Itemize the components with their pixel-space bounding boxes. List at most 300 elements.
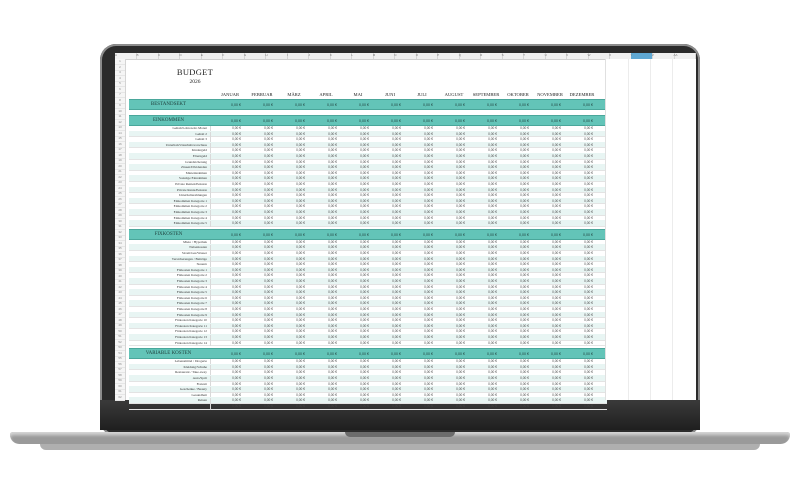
value-cell[interactable]: 0,00 €	[551, 352, 561, 357]
value-cell[interactable]: 0,00 €	[552, 170, 561, 175]
value-cell[interactable]: 0,00 €	[488, 290, 497, 295]
row-label[interactable]: Kleidung/Schuhe	[129, 365, 211, 371]
value-cell[interactable]: 0,00 €	[583, 103, 593, 107]
value-cell[interactable]: 0,00 €	[360, 392, 369, 397]
value-cell[interactable]: 0,00 €	[424, 376, 433, 380]
value-cell[interactable]: 0,00 €	[520, 137, 529, 142]
value-cell[interactable]: 0,00 €	[392, 193, 401, 198]
value-cell[interactable]: 0,00 €	[264, 210, 273, 214]
value-cell[interactable]: 0,00 €	[264, 131, 273, 136]
value-cell[interactable]: 0,00 €	[520, 154, 529, 158]
value-cell[interactable]: 0,00 €	[424, 148, 433, 153]
value-cell[interactable]: 0,00 €	[264, 142, 273, 147]
value-cell[interactable]: 0,00 €	[328, 170, 337, 175]
value-cell[interactable]: 0,00 €	[584, 187, 593, 192]
column-header[interactable]: Y	[631, 53, 653, 59]
value-cell[interactable]: 0,00 €	[424, 284, 433, 289]
value-cell[interactable]: 0,00 €	[328, 159, 337, 164]
value-cell[interactable]: 0,00 €	[296, 159, 305, 164]
value-cell[interactable]: 0,00 €	[264, 126, 273, 130]
value-cell[interactable]: 0,00 €	[328, 295, 337, 300]
value-cell[interactable]: 0,00 €	[487, 352, 497, 357]
value-cell[interactable]: 0,00 €	[424, 273, 433, 278]
value-cell[interactable]: 0,00 €	[423, 232, 433, 237]
value-cell[interactable]: 0,00 €	[584, 392, 593, 397]
value-cell[interactable]: 0,00 €	[584, 193, 593, 198]
value-cell[interactable]: 0,00 €	[520, 279, 529, 283]
row-number[interactable]: 33	[115, 235, 125, 241]
value-cell[interactable]: 0,00 €	[520, 335, 529, 339]
value-cell[interactable]: 0,00 €	[392, 210, 401, 214]
row-number[interactable]: 7	[115, 92, 125, 98]
value-cell[interactable]: 0,00 €	[232, 159, 241, 164]
value-cell[interactable]: 0,00 €	[520, 176, 529, 181]
value-cell[interactable]: 0,00 €	[424, 262, 433, 267]
row-label[interactable]: Reisen	[129, 398, 211, 404]
value-cell[interactable]: 0,00 €	[456, 126, 465, 130]
value-cell[interactable]: 0,00 €	[584, 323, 593, 328]
value-cell[interactable]: 0,00 €	[328, 312, 337, 317]
value-cell[interactable]: 0,00 €	[232, 381, 241, 386]
row-number[interactable]: 26	[115, 197, 125, 203]
value-cell[interactable]: 0,00 €	[360, 154, 369, 158]
value-cell[interactable]: 0,00 €	[455, 232, 465, 237]
section-label[interactable]: BESTANDSEKT	[150, 102, 187, 107]
value-cell[interactable]: 0,00 €	[456, 204, 465, 209]
row-label[interactable]: Versicherungen / Beiträge	[129, 257, 211, 263]
value-cell[interactable]: 0,00 €	[264, 404, 273, 408]
value-cell[interactable]: 0,00 €	[359, 352, 369, 357]
value-cell[interactable]: 0,00 €	[552, 392, 561, 397]
value-cell[interactable]: 0,00 €	[392, 239, 401, 244]
column-header[interactable]: C	[158, 53, 180, 59]
value-cell[interactable]: 0,00 €	[360, 198, 369, 203]
row-number[interactable]: 58	[115, 373, 125, 379]
value-cell[interactable]: 0,00 €	[456, 318, 465, 323]
value-cell[interactable]: 0,00 €	[231, 119, 241, 123]
value-cell[interactable]: 0,00 €	[296, 335, 305, 339]
row-number[interactable]: 43	[115, 290, 125, 296]
row-number[interactable]: 47	[115, 312, 125, 318]
value-cell[interactable]: 0,00 €	[552, 142, 561, 147]
value-cell[interactable]: 0,00 €	[552, 148, 561, 153]
row-number[interactable]: 55	[115, 356, 125, 362]
row-label[interactable]: Geschenke / Beauty	[129, 387, 211, 393]
row-label[interactable]: Fixkosten Kategorie 3	[129, 279, 211, 285]
value-cell[interactable]: 0,00 €	[456, 370, 465, 375]
value-cell[interactable]: 0,00 €	[328, 284, 337, 289]
column-header[interactable]: S	[502, 53, 524, 59]
value-cell[interactable]: 0,00 €	[552, 376, 561, 380]
value-cell[interactable]: 0,00 €	[232, 404, 241, 408]
row-number[interactable]: 42	[115, 285, 125, 291]
value-cell[interactable]: 0,00 €	[296, 204, 305, 209]
value-cell[interactable]: 0,00 €	[232, 267, 241, 272]
value-cell[interactable]: 0,00 €	[520, 318, 529, 323]
value-cell[interactable]: 0,00 €	[456, 187, 465, 192]
value-cell[interactable]: 0,00 €	[552, 221, 561, 226]
value-cell[interactable]: 0,00 €	[552, 323, 561, 328]
value-cell[interactable]: 0,00 €	[584, 170, 593, 175]
value-cell[interactable]: 0,00 €	[552, 204, 561, 209]
value-cell[interactable]: 0,00 €	[520, 392, 529, 397]
value-cell[interactable]: 0,00 €	[552, 256, 561, 261]
value-cell[interactable]: 0,00 €	[584, 340, 593, 345]
value-cell[interactable]: 0,00 €	[424, 159, 433, 164]
value-cell[interactable]: 0,00 €	[584, 148, 593, 153]
value-cell[interactable]: 0,00 €	[328, 204, 337, 209]
value-cell[interactable]: 0,00 €	[360, 256, 369, 261]
value-cell[interactable]: 0,00 €	[360, 221, 369, 226]
value-cell[interactable]: 0,00 €	[232, 290, 241, 295]
value-cell[interactable]: 0,00 €	[232, 221, 241, 226]
value-cell[interactable]: 0,00 €	[424, 318, 433, 323]
value-cell[interactable]: 0,00 €	[328, 131, 337, 136]
row-label[interactable]: Einkommen Kategorie 2	[129, 204, 211, 210]
value-cell[interactable]: 0,00 €	[232, 215, 241, 220]
value-cell[interactable]: 0,00 €	[488, 392, 497, 397]
value-cell[interactable]: 0,00 €	[232, 284, 241, 289]
value-cell[interactable]: 0,00 €	[232, 262, 241, 267]
value-cell[interactable]: 0,00 €	[520, 398, 529, 403]
value-cell[interactable]: 0,00 €	[392, 198, 401, 203]
value-cell[interactable]: 0,00 €	[552, 215, 561, 220]
row-label[interactable]: Fixkosten Kategorie 14	[129, 341, 211, 347]
value-cell[interactable]: 0,00 €	[232, 307, 241, 311]
row-number[interactable]: 48	[115, 318, 125, 324]
value-cell[interactable]: 0,00 €	[264, 159, 273, 164]
value-cell[interactable]: 0,00 €	[552, 295, 561, 300]
value-cell[interactable]: 0,00 €	[424, 267, 433, 272]
value-cell[interactable]: 0,00 €	[456, 398, 465, 403]
value-cell[interactable]: 0,00 €	[424, 359, 433, 364]
value-cell[interactable]: 0,00 €	[296, 318, 305, 323]
value-cell[interactable]: 0,00 €	[584, 198, 593, 203]
value-cell[interactable]: 0,00 €	[487, 103, 497, 107]
value-cell[interactable]: 0,00 €	[520, 126, 529, 130]
value-cell[interactable]: 0,00 €	[392, 267, 401, 272]
value-cell[interactable]: 0,00 €	[584, 142, 593, 147]
value-cell[interactable]: 0,00 €	[264, 284, 273, 289]
value-cell[interactable]: 0,00 €	[296, 329, 305, 334]
value-cell[interactable]: 0,00 €	[424, 364, 433, 369]
value-cell[interactable]: 0,00 €	[392, 381, 401, 386]
table-row[interactable]	[129, 220, 607, 227]
value-cell[interactable]: 0,00 €	[360, 148, 369, 153]
value-cell[interactable]: 0,00 €	[232, 204, 241, 209]
value-cell[interactable]: 0,00 €	[584, 165, 593, 170]
value-cell[interactable]: 0,00 €	[328, 290, 337, 295]
value-cell[interactable]: 0,00 €	[584, 256, 593, 261]
value-cell[interactable]: 0,00 €	[328, 370, 337, 375]
value-cell[interactable]: 0,00 €	[328, 198, 337, 203]
row-label[interactable]: Fixkosten Kategorie 10	[129, 318, 211, 324]
value-cell[interactable]: 0,00 €	[552, 279, 561, 283]
value-cell[interactable]: 0,00 €	[552, 267, 561, 272]
value-cell[interactable]: 0,00 €	[520, 215, 529, 220]
value-cell[interactable]: 0,00 €	[424, 137, 433, 142]
value-cell[interactable]: 0,00 €	[456, 290, 465, 295]
value-cell[interactable]: 0,00 €	[296, 245, 305, 250]
value-cell[interactable]: 0,00 €	[552, 126, 561, 130]
row-label[interactable]: Gehalt/Lohn netto Monat	[129, 126, 211, 132]
value-cell[interactable]: 0,00 €	[264, 312, 273, 317]
row-label[interactable]: Einkommen Kategorie 3	[129, 210, 211, 216]
column-header[interactable]: U	[545, 53, 567, 59]
value-cell[interactable]: 0,00 €	[328, 273, 337, 278]
value-cell[interactable]: 0,00 €	[392, 284, 401, 289]
row-label[interactable]: Fixkosten Kategorie 2	[129, 273, 211, 279]
row-label[interactable]: Einkommen Kategorie 1	[129, 199, 211, 205]
value-cell[interactable]: 0,00 €	[488, 245, 497, 250]
value-cell[interactable]: 0,00 €	[328, 251, 337, 255]
value-cell[interactable]: 0,00 €	[488, 279, 497, 283]
value-cell[interactable]: 0,00 €	[264, 239, 273, 244]
value-cell[interactable]: 0,00 €	[552, 301, 561, 306]
value-cell[interactable]: 0,00 €	[520, 404, 529, 408]
value-cell[interactable]: 0,00 €	[360, 137, 369, 142]
value-cell[interactable]: 0,00 €	[360, 251, 369, 255]
section-label[interactable]: FIXKOSTEN	[154, 231, 183, 237]
value-cell[interactable]: 0,00 €	[520, 170, 529, 175]
value-cell[interactable]: 0,00 €	[520, 239, 529, 244]
value-cell[interactable]: 0,00 €	[456, 198, 465, 203]
value-cell[interactable]: 0,00 €	[488, 221, 497, 226]
value-cell[interactable]: 0,00 €	[296, 273, 305, 278]
row-number[interactable]: 51	[115, 334, 125, 340]
value-cell[interactable]: 0,00 €	[392, 176, 401, 181]
column-header[interactable]: Q	[459, 53, 481, 59]
value-cell[interactable]: 0,00 €	[584, 131, 593, 136]
value-cell[interactable]: 0,00 €	[264, 323, 273, 328]
value-cell[interactable]: 0,00 €	[264, 256, 273, 261]
row-label[interactable]: Sonstiges	[129, 404, 211, 410]
value-cell[interactable]: 0,00 €	[296, 359, 305, 364]
column-header[interactable]: A	[115, 53, 137, 59]
value-cell[interactable]: 0,00 €	[520, 290, 529, 295]
value-cell[interactable]: 0,00 €	[232, 392, 241, 397]
column-header[interactable]: H	[265, 53, 287, 59]
value-cell[interactable]: 0,00 €	[328, 176, 337, 181]
value-cell[interactable]: 0,00 €	[392, 323, 401, 328]
value-cell[interactable]: 0,00 €	[359, 232, 369, 237]
value-cell[interactable]: 0,00 €	[391, 232, 401, 237]
value-cell[interactable]: 0,00 €	[232, 170, 241, 175]
value-cell[interactable]: 0,00 €	[551, 232, 561, 237]
value-cell[interactable]: 0,00 €	[488, 284, 497, 289]
row-number[interactable]: 32	[115, 230, 125, 236]
value-cell[interactable]: 0,00 €	[552, 364, 561, 369]
value-cell[interactable]: 0,00 €	[552, 370, 561, 375]
value-cell[interactable]: 0,00 €	[456, 301, 465, 306]
value-cell[interactable]: 0,00 €	[424, 301, 433, 306]
value-cell[interactable]: 0,00 €	[424, 295, 433, 300]
value-cell[interactable]: 0,00 €	[264, 215, 273, 220]
value-cell[interactable]: 0,00 €	[360, 340, 369, 345]
row-number[interactable]: 29	[115, 213, 125, 219]
value-cell[interactable]: 0,00 €	[231, 103, 241, 107]
value-cell[interactable]: 0,00 €	[328, 245, 337, 250]
value-cell[interactable]: 0,00 €	[552, 381, 561, 386]
row-label[interactable]: Gehalt 3	[129, 137, 211, 143]
value-cell[interactable]: 0,00 €	[359, 119, 369, 123]
value-cell[interactable]: 0,00 €	[232, 210, 241, 214]
row-number[interactable]: 23	[115, 180, 125, 186]
row-number[interactable]: 27	[115, 202, 125, 208]
column-header[interactable]: J	[308, 53, 330, 59]
value-cell[interactable]: 0,00 €	[264, 279, 273, 283]
value-cell[interactable]: 0,00 €	[488, 215, 497, 220]
value-cell[interactable]: 0,00 €	[392, 329, 401, 334]
value-cell[interactable]: 0,00 €	[584, 387, 593, 392]
value-cell[interactable]: 0,00 €	[456, 387, 465, 392]
value-cell[interactable]: 0,00 €	[264, 267, 273, 272]
value-cell[interactable]: 0,00 €	[264, 329, 273, 334]
value-cell[interactable]: 0,00 €	[327, 103, 337, 107]
value-cell[interactable]: 0,00 €	[552, 404, 561, 408]
column-header[interactable]: B	[136, 53, 158, 59]
value-cell[interactable]: 0,00 €	[232, 376, 241, 380]
value-cell[interactable]: 0,00 €	[296, 370, 305, 375]
value-cell[interactable]: 0,00 €	[360, 170, 369, 175]
value-cell[interactable]: 0,00 €	[264, 370, 273, 375]
value-cell[interactable]: 0,00 €	[232, 295, 241, 300]
value-cell[interactable]: 0,00 €	[584, 126, 593, 130]
value-cell[interactable]: 0,00 €	[360, 329, 369, 334]
value-cell[interactable]: 0,00 €	[296, 290, 305, 295]
value-cell[interactable]: 0,00 €	[392, 215, 401, 220]
value-cell[interactable]: 0,00 €	[456, 284, 465, 289]
value-cell[interactable]: 0,00 €	[584, 245, 593, 250]
value-cell[interactable]: 0,00 €	[360, 267, 369, 272]
row-number[interactable]: 59	[115, 378, 125, 384]
row-label[interactable]: Fixkosten Kategorie 12	[129, 329, 211, 335]
row-label[interactable]: Mieteinnahmen	[129, 171, 211, 177]
value-cell[interactable]: 0,00 €	[328, 154, 337, 158]
value-cell[interactable]: 0,00 €	[232, 176, 241, 181]
value-cell[interactable]: 0,00 €	[264, 245, 273, 250]
row-number[interactable]: 34	[115, 241, 125, 247]
row-number[interactable]: 44	[115, 296, 125, 302]
value-cell[interactable]: 0,00 €	[392, 262, 401, 267]
value-cell[interactable]: 0,00 €	[488, 364, 497, 369]
value-cell[interactable]: 0,00 €	[328, 340, 337, 345]
value-cell[interactable]: 0,00 €	[392, 170, 401, 175]
value-cell[interactable]: 0,00 €	[232, 251, 241, 255]
value-cell[interactable]: 0,00 €	[232, 245, 241, 250]
value-cell[interactable]: 0,00 €	[391, 352, 401, 357]
row-number[interactable]: 52	[115, 340, 125, 346]
value-cell[interactable]: 0,00 €	[488, 312, 497, 317]
column-header[interactable]: R	[480, 53, 502, 59]
value-cell[interactable]: 0,00 €	[456, 392, 465, 397]
value-cell[interactable]: 0,00 €	[232, 198, 241, 203]
value-cell[interactable]: 0,00 €	[328, 381, 337, 386]
value-cell[interactable]: 0,00 €	[392, 159, 401, 164]
value-cell[interactable]: 0,00 €	[584, 204, 593, 209]
value-cell[interactable]: 0,00 €	[264, 176, 273, 181]
value-cell[interactable]: 0,00 €	[264, 182, 273, 186]
value-cell[interactable]: 0,00 €	[264, 290, 273, 295]
row-label[interactable]: Private Rente/Pension	[129, 188, 211, 194]
value-cell[interactable]: 0,00 €	[455, 352, 465, 357]
value-cell[interactable]: 0,00 €	[424, 312, 433, 317]
value-cell[interactable]: 0,00 €	[456, 273, 465, 278]
value-cell[interactable]: 0,00 €	[264, 392, 273, 397]
value-cell[interactable]: 0,00 €	[456, 245, 465, 250]
value-cell[interactable]: 0,00 €	[264, 307, 273, 311]
value-cell[interactable]: 0,00 €	[360, 142, 369, 147]
value-cell[interactable]: 0,00 €	[424, 154, 433, 158]
row-number[interactable]: 19	[115, 158, 125, 164]
value-cell[interactable]: 0,00 €	[232, 364, 241, 369]
value-cell[interactable]: 0,00 €	[519, 119, 529, 123]
budget-sheet[interactable]	[125, 59, 605, 408]
value-cell[interactable]: 0,00 €	[552, 284, 561, 289]
value-cell[interactable]: 0,00 €	[328, 193, 337, 198]
value-cell[interactable]: 0,00 €	[488, 154, 497, 158]
value-cell[interactable]: 0,00 €	[360, 398, 369, 403]
value-cell[interactable]: 0,00 €	[360, 323, 369, 328]
value-cell[interactable]: 0,00 €	[552, 262, 561, 267]
value-cell[interactable]: 0,00 €	[392, 301, 401, 306]
value-cell[interactable]: 0,00 €	[552, 159, 561, 164]
value-cell[interactable]: 0,00 €	[424, 335, 433, 339]
value-cell[interactable]: 0,00 €	[232, 398, 241, 403]
value-cell[interactable]: 0,00 €	[488, 318, 497, 323]
value-cell[interactable]: 0,00 €	[488, 142, 497, 147]
value-cell[interactable]: 0,00 €	[328, 318, 337, 323]
value-cell[interactable]: 0,00 €	[328, 404, 337, 408]
value-cell[interactable]: 0,00 €	[488, 137, 497, 142]
value-cell[interactable]: 0,00 €	[360, 301, 369, 306]
value-cell[interactable]: 0,00 €	[488, 295, 497, 300]
value-cell[interactable]: 0,00 €	[392, 359, 401, 364]
value-cell[interactable]: 0,00 €	[552, 137, 561, 142]
value-cell[interactable]: 0,00 €	[264, 301, 273, 306]
value-cell[interactable]: 0,00 €	[264, 262, 273, 267]
value-cell[interactable]: 0,00 €	[584, 154, 593, 158]
column-header[interactable]: Z	[652, 53, 674, 59]
value-cell[interactable]: 0,00 €	[584, 295, 593, 300]
value-cell[interactable]: 0,00 €	[360, 295, 369, 300]
row-number[interactable]: 31	[115, 224, 125, 230]
row-number[interactable]: 36	[115, 252, 125, 258]
value-cell[interactable]: 0,00 €	[392, 154, 401, 158]
value-cell[interactable]: 0,00 €	[456, 279, 465, 283]
value-cell[interactable]: 0,00 €	[327, 232, 337, 237]
value-cell[interactable]: 0,00 €	[424, 279, 433, 283]
value-cell[interactable]: 0,00 €	[552, 182, 561, 186]
column-header[interactable]: X	[609, 53, 631, 59]
value-cell[interactable]: 0,00 €	[584, 273, 593, 278]
row-label[interactable]: Grundsicherung	[129, 160, 211, 166]
value-cell[interactable]: 0,00 €	[456, 256, 465, 261]
value-cell[interactable]: 0,00 €	[296, 364, 305, 369]
row-number[interactable]: 8	[115, 98, 125, 104]
value-cell[interactable]: 0,00 €	[232, 142, 241, 147]
row-label[interactable]: Gehalt 2	[129, 132, 211, 138]
value-cell[interactable]: 0,00 €	[488, 210, 497, 214]
value-cell[interactable]: 0,00 €	[520, 370, 529, 375]
value-cell[interactable]: 0,00 €	[424, 165, 433, 170]
column-header[interactable]: AA	[674, 53, 696, 59]
value-cell[interactable]: 0,00 €	[392, 398, 401, 403]
value-cell[interactable]: 0,00 €	[584, 279, 593, 283]
row-label[interactable]: Fixkosten Kategorie 11	[129, 324, 211, 330]
value-cell[interactable]: 0,00 €	[519, 232, 529, 237]
value-cell[interactable]: 0,00 €	[328, 364, 337, 369]
